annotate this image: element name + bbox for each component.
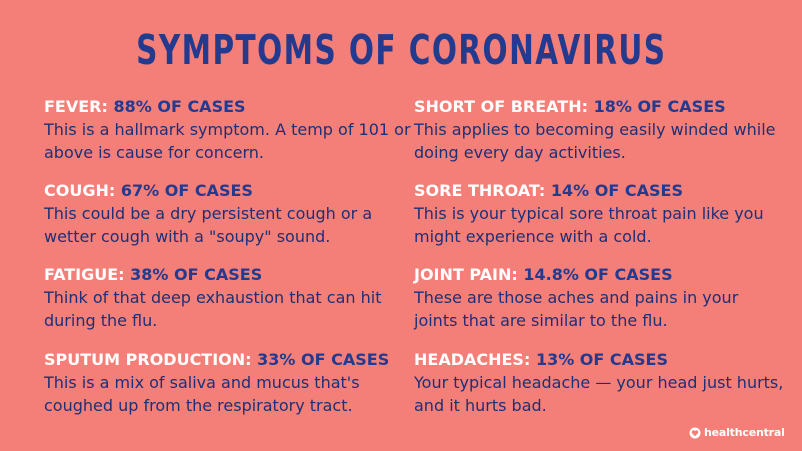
- symptom-headaches: [414, 350, 784, 417]
- symptom-heading: [44, 181, 414, 201]
- healthcentral-logo: [689, 426, 785, 439]
- symptom-stat: 13% OF CASES: [535, 350, 669, 369]
- healthcentral-logo-text: healthcentral: [704, 426, 785, 439]
- symptom-heading: [414, 97, 784, 117]
- healthcentral-logo-icon: [689, 427, 701, 439]
- symptom-short-of-breath: [414, 97, 784, 164]
- symptom-joint-pain: [414, 265, 784, 332]
- symptom-heading: [44, 265, 414, 285]
- symptom-fever: [44, 97, 414, 164]
- symptom-fatigue: [44, 265, 414, 332]
- symptom-stat: 33% OF CASES: [257, 350, 390, 369]
- symptom-name: SHORT OF BREATH:: [414, 97, 588, 116]
- symptom-sore-throat: [414, 181, 784, 248]
- symptom-description: This is a hallmark symptom. A temp of 101 or above is cause for concern.: [44, 120, 411, 162]
- symptom-name: JOINT PAIN:: [414, 265, 518, 284]
- symptom-stat: 88% OF CASES: [113, 97, 246, 116]
- symptom-stat: 18% OF CASES: [593, 97, 726, 116]
- symptom-name: SORE THROAT:: [414, 181, 546, 200]
- symptom-description: Your typical headache — your head just hurts, and it hurts bad.: [414, 373, 784, 415]
- symptom-description: This could be a dry persistent cough or a wetter cough with a "soupy" sound.: [44, 204, 373, 246]
- page-title: [0, 18, 802, 82]
- symptom-heading: [414, 350, 784, 370]
- symptom-heading: [414, 181, 784, 201]
- symptom-stat: 38% OF CASES: [130, 265, 263, 284]
- symptom-description: Think of that deep exhaustion that can hit during the flu.: [44, 288, 382, 330]
- page-title-text: SYMPTOMS OF CORONAVIRUS: [135, 26, 667, 74]
- symptom-stat: 14.8% OF CASES: [523, 265, 673, 284]
- symptom-name: FATIGUE:: [44, 265, 125, 284]
- symptom-name: SPUTUM PRODUCTION:: [44, 350, 252, 369]
- symptom-heading: [414, 265, 784, 285]
- symptom-stat: 67% OF CASES: [120, 181, 253, 200]
- symptom-stat: 14% OF CASES: [550, 181, 683, 200]
- symptom-description: This applies to becoming easily winded while doing every day activities.: [414, 120, 776, 162]
- symptom-description: These are those aches and pains in your joints that are similar to the flu.: [414, 288, 739, 330]
- symptom-name: HEADACHES:: [414, 350, 531, 369]
- symptom-heading: [44, 97, 414, 117]
- symptom-description: This is a mix of saliva and mucus that's coughed up from the respiratory tract.: [44, 373, 360, 415]
- symptom-name: COUGH:: [44, 181, 116, 200]
- symptom-description: This is your typical sore throat pain like you might experience with a cold.: [414, 204, 764, 246]
- symptom-sputum-production: [44, 350, 414, 417]
- symptom-cough: [44, 181, 414, 248]
- symptom-heading: [44, 350, 414, 370]
- symptom-name: FEVER:: [44, 97, 108, 116]
